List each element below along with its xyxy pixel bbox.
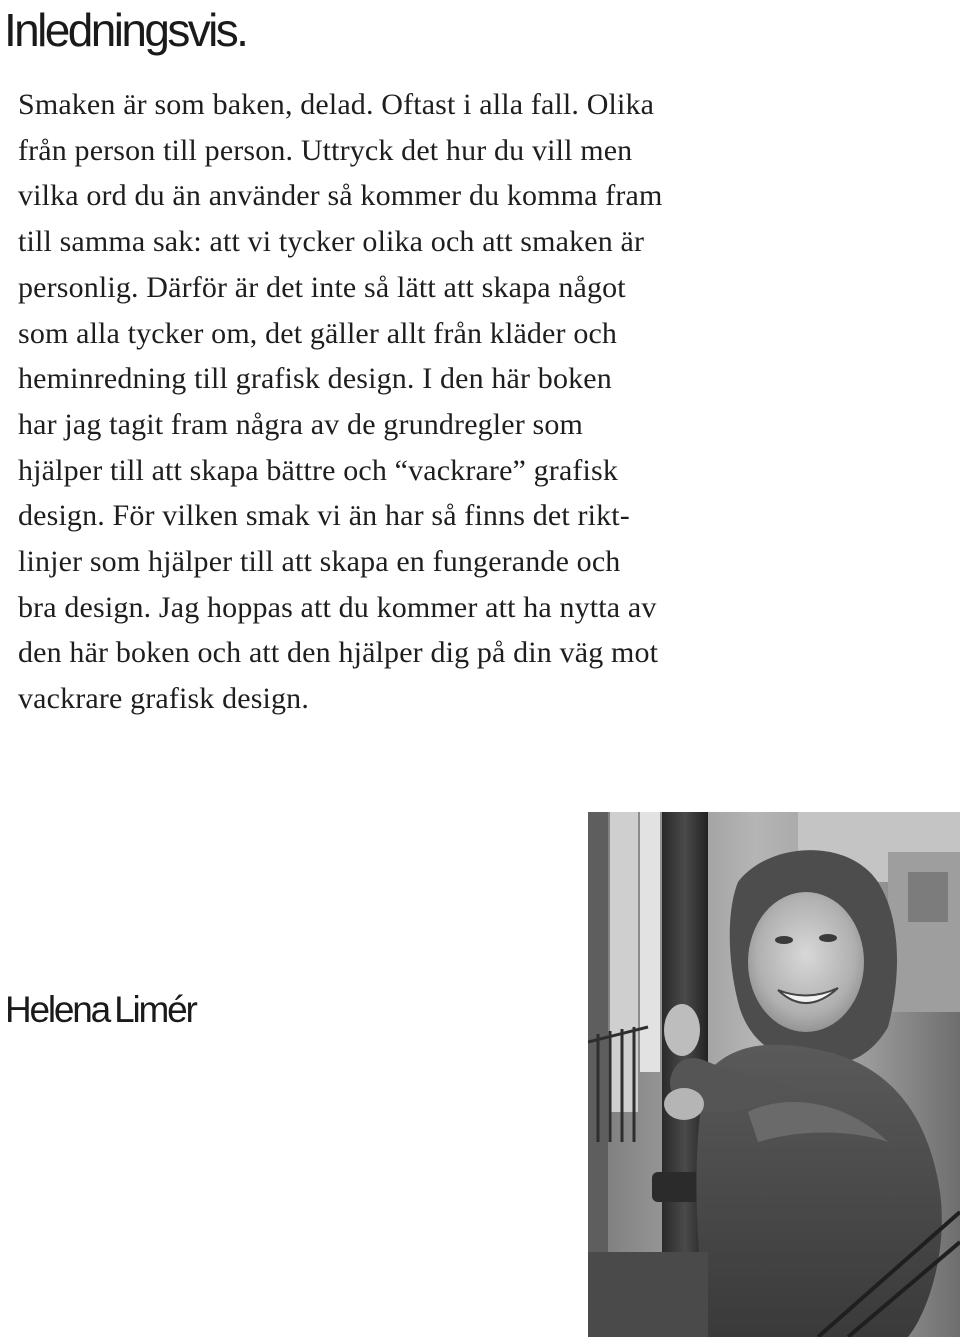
paragraph-line: den här boken och att den hjälper dig på din väg mot [18,636,659,670]
paragraph-line: har jag tagit fram några av de grundregler som [18,407,584,441]
author-photo-illustration [588,812,960,1337]
page-title: Inledningsvis. [4,4,247,56]
paragraph-line: som alla tycker om, det gäller allt från kläder och [18,316,618,350]
paragraph-line: från person till person. Uttryck det hur du vill men [18,133,633,167]
paragraph-line: till samma sak: att vi tycker olika och att smaken är [18,225,645,259]
author-name: Helena Limér [5,989,196,1030]
paragraph-line: vilka ord du än använder så kommer du komma fram [18,179,663,213]
author-photo [588,812,960,1337]
paragraph-line: linjer som hjälper till att skapa en fungerande och [18,545,621,579]
paragraph-line: design. För vilken smak vi än har så finns det rikt- [18,499,630,533]
paragraph-line: heminredning till grafisk design. I den här boken [18,362,612,396]
intro-paragraph [18,82,918,722]
paragraph-line: hjälper till att skapa bättre och “vackrare” grafisk [18,453,619,487]
paragraph-line: vackrare grafisk design. [18,682,309,716]
paragraph-line: personlig. Därför är det inte så lätt att skapa något [18,270,626,304]
paragraph-line: bra design. Jag hoppas att du kommer att ha nytta av [18,590,657,624]
paragraph-line: Smaken är som baken, delad. Oftast i alla fall. Olika [18,88,655,121]
